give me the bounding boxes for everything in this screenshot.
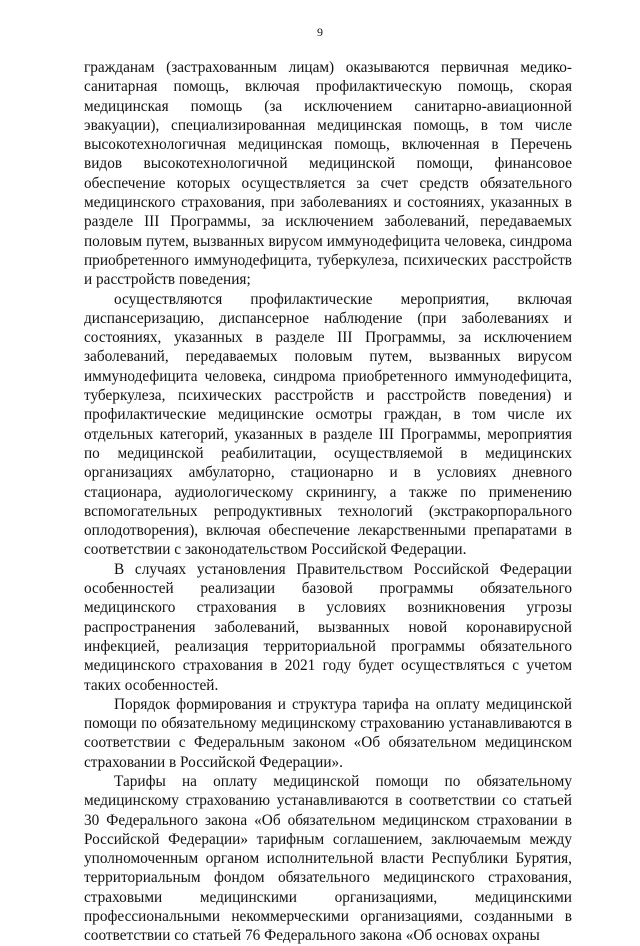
paragraph-continuation: гражданам (застрахованным лицам) оказываются первичная медико-санитарная помощь, включая профилактическую помощь, скорая медицинская помощь (за исключением санитарно-авиационной эвакуации), специализированная медицинская помощь, в том числе высокотехнологичная медицинская помощь, включенная в Перечень видов высокотехнологичной медицинской помощи, финансовое обеспечение которых осуществляется за счет средств обязательного медицинского страхования, при заболеваниях и состояниях, указанных в разделе III Программы, за исключением заболеваний, передаваемых половым путем, вызванных вирусом иммунодефицита человека, синдрома приобретенного иммунодефицита, туберкулеза, психических расстройств и расстройств поведения; bbox=[84, 59, 572, 289]
paragraph-tariffs: Тарифы на оплату медицинской помощи по обязательному медицинскому страхованию устанавливаются в соответствии со статьей 30 Федерального закона «Об обязательном медицинском страховании в Российской Федерации» тарифным соглашением, заключаемым между уполномоченным органом исполнительной власти Республики Бурятия, территориальным фондом обязательного медицинского страхования, страховыми медицинскими организациями, медицинскими профессиональными некоммерческими организациями, созданными в соответствии со статьей 76 Федерального закона «Об основах охраны bbox=[84, 772, 572, 945]
document-body bbox=[84, 58, 572, 946]
paragraph-preventive-measures: осуществляются профилактические мероприятия, включая диспансеризацию, диспансерное наблюдение (при заболеваниях и состояниях, указанных в разделе III Программы, за исключением заболеваний, передаваемых половым путем, вызванных вирусом иммунодефицита человека, синдрома приобретенного иммунодефицита, туберкулеза, психических расстройств и расстройств поведения) и профилактические медицинские осмотры граждан, в том числе их отдельных категорий, указанных в разделе III Программы, мероприятия по медицинской реабилитации, осуществляемой в медицинских организациях амбулаторно, стационарно и в условиях дневного стационара, аудиологическому скринингу, а также по применению вспомогательных репродуктивных технологий (экстракорпорального оплодотворения), включая обеспечение лекарственными препаратами в соответствии с законодательством Российской Федерации. bbox=[84, 290, 572, 559]
page-number: 9 bbox=[317, 25, 323, 39]
paragraph-tariff-structure: Порядок формирования и структура тарифа на оплату медицинской помощи по обязательному медицинскому страхованию устанавливаются в соответствии с Федеральным законом «Об обязательном медицинском страховании в Российской Федерации». bbox=[84, 695, 572, 771]
paragraph-covid-special-cases: В случаях установления Правительством Российской Федерации особенностей реализации базовой программы обязательного медицинского страхования в условиях возникновения угрозы распространения заболеваний, вызванных новой коронавирусной инфекцией, реализация территориальной программы обязательного медицинского страхования в 2021 году будет осуществляться с учетом таких особенностей. bbox=[84, 560, 572, 694]
